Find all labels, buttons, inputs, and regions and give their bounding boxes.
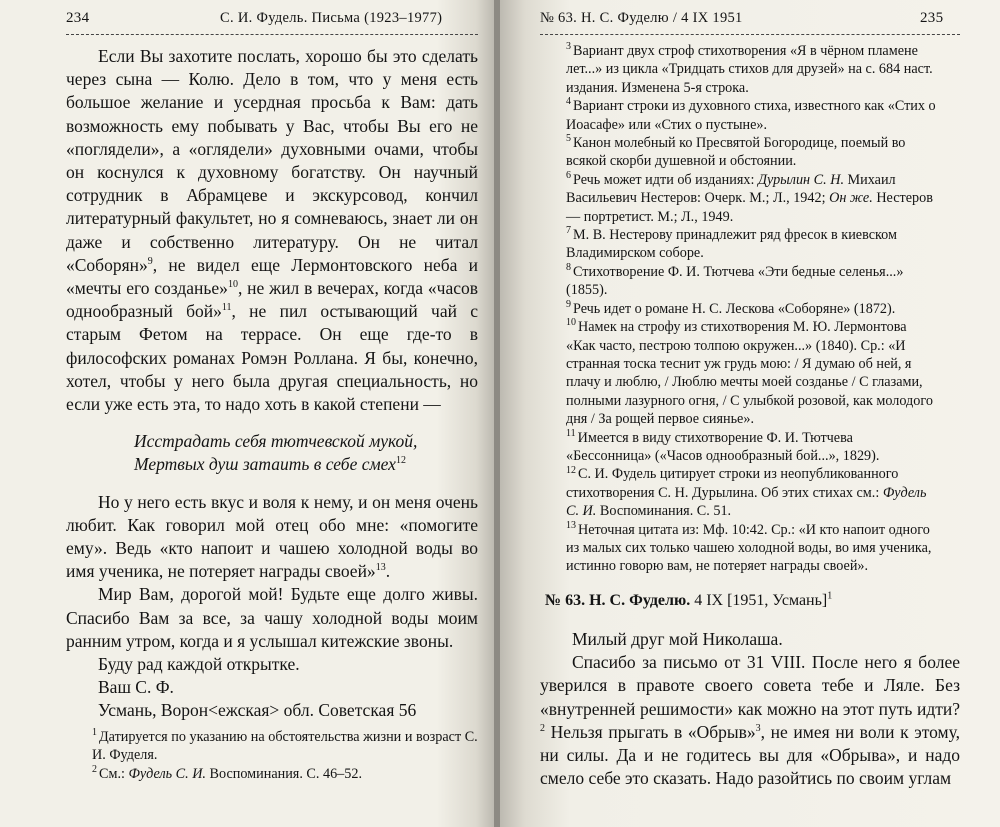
left-paragraph-2: Но у него есть вкус и воля к нему, и он меня очень любит. Как говорил мой отец обо мне: «помогите ему». Ведь «кто напоит и чашею холодной воды во имя ученика, не потеряет награды своей»$^{13}$. [66,491,478,582]
footnote-7: $^7$ М. В. Нестерову принадлежит ряд фресок в киевском Владимирском соборе. [566,225,897,262]
footnote-ref-12[interactable]: 12 [395,455,406,467]
footnote-ref-3[interactable]: 3 [755,722,761,734]
left-body-text [66,45,478,723]
footnote-12: $^{12}$ С. И. Фудель цитирует строки из неопубликованного стихотворения С. Н. Дурылина. Об этих стихах см.: Фудель С. И. Воспоминания. С. 51. [566,464,927,520]
address: Усмань, Ворон<ежская> обл. Советская 56 [98,700,417,721]
footnote-11: $^{11}$ Имеется в виду стихотворение Ф. И. Тютчева «Бессонница» («Часов однообразный бой...», 1829). [566,427,880,464]
left-page [0,0,496,827]
footnote-4: $^4$ Вариант строки из духовного стиха, известного как «Стих о Иоасафе» или «Стих о пустыне». [566,96,936,133]
footnote-3: $^3$ Вариант двух строф стихотворения «Я в чёрном пламене лет...» из цикла «Тридцать стихов для друзей» на с. 684 наст. издания. Изменена 5-я строка. [566,41,933,96]
signature: Ваш С. Ф. [98,677,174,698]
left-paragraph-1: Если Вы захотите послать, хорошо бы это сделать через сына — Колю. Дело в том, что у меня есть большое желание и усердная просьба к Вам: дать возможность ему побывать у Вас, чтобы Вы его не «поглядели», а «оглядели» духовными очами, чтобы он коснулся к духовному богатству. Он научный сотрудник в Абрамцеве и экскурсовод, кончил литературный факультет, но я сомневаюсь, знает ли он даже и собственно литературу. Он не читал «Соборян»$^9$, не видел еще Лермонтовского неба и «мечты его созданье»$^{10}$, не жил в вечерах, когда «часов однообразный бой»$^{11}$, не пил остывающий чай с старым Фетом на террасе. Он еще где-то в философских романах Ромэн Роллана. Я бы, конечно, хотел, чтобы у него была другая специальность, но если уже есть эта, то надо хоть в какой степени — [66,46,478,415]
right-body-text [540,628,960,790]
right-page [500,0,1000,827]
footnote-ref-10[interactable]: 10 [227,279,238,291]
right-paragraph-1: Спасибо за письмо от 31 VIII. После него я более уверился в правоте своего совета тебе и Ляле. Без «внутренней решимости» как можно на этот путь идти?$^2$ Нельзя прыгать в «Обрыв»$^3$, не имея ни воли к этому, ни силы. Да и не годитесь вы для «Обрыва», и надо смело себе это сказать. Надо разойтись по своим углам [540,652,960,789]
left-header-rule [66,34,478,35]
right-page-number: 235 [920,10,944,26]
footnote-ref-2[interactable]: 2 [540,722,545,734]
footnote-6: $^6$ Речь может идти об изданиях: Дурылин С. Н. Михаил Васильевич Нестеров: Очерк. М.; Л., 1942; Он же. Нестеров — портретист. М.; Л., 1949. [566,170,933,225]
footnote-ref-13[interactable]: 13 [375,562,386,574]
footnote-2: $^2$ См.: Фудель С. И. Воспоминания. С. 46–52. [92,764,362,782]
footnote-ref-11[interactable]: 11 [221,302,232,314]
right-header-rule [540,34,960,35]
left-paragraph-3: Мир Вам, дорогой мой! Будьте еще долго живы. Спасибо Вам за все, за чашу холодной воды моим ранним утром, когда и я услышал китежские звоны. [66,584,478,651]
left-running-head: С. И. Фудель. Письма (1923–1977) [220,10,443,26]
letter-title: № 63. Н. С. Фуделю. 4 IX [1951, Усмань]$^1$ [545,590,833,609]
verse-line-2: Мертвых душ затаить в себе смех$^{12}$ [134,454,406,475]
footnote-13: $^{13}$ Неточная цитата из: Мф. 10:42. Ср.: «И кто напоит одного из малых сих только чашею холодной воды, во имя ученика, истинно говорю вам, не потеряет награды своей». [566,519,932,575]
footnote-ref-1[interactable]: 1 [827,590,833,602]
footnote-1: $^1$ Датируется по указанию на обстоятельства жизни и возраст С. И. Фуделя. [92,727,478,764]
footnote-10: $^{10}$ Намек на строфу из стихотворения М. Ю. Лермонтова «Как часто, пестрою толпою окружен...» (1840). Ср.: «И странная тоска теснит уж грудь мою: / Я думаю об ней, я плачу и люблю, / Люблю мечты моей созданье / С глазами, полными лазурного огня, / С улыбкой розовой, как молодого дня / За рощей первое сиянье». [566,317,933,428]
footnote-9: $^9$ Речь идет о романе Н. С. Лескова «Соборяне» (1872). [566,298,896,317]
right-running-head: № 63. Н. С. Фуделю / 4 IX 1951 [540,10,743,26]
footnote-5: $^5$ Канон молебный ко Пресвятой Богородице, поемый во всякой скорби душевной и обстоянии. [566,133,906,170]
footnote-ref-9[interactable]: 9 [147,256,153,267]
left-footnotes [92,728,478,783]
right-footnotes [566,42,938,576]
left-paragraph-4: Буду рад каждой открытке. [98,654,300,675]
verse-quote [66,430,478,476]
verse-line-1: Исстрадать себя тютчевской мукой, [134,431,418,452]
greeting: Милый друг мой Николаша. [572,629,783,649]
left-page-number: 234 [66,10,90,26]
footnote-8: $^8$ Стихотворение Ф. И. Тютчева «Эти бедные селенья...» (1855). [566,262,904,299]
